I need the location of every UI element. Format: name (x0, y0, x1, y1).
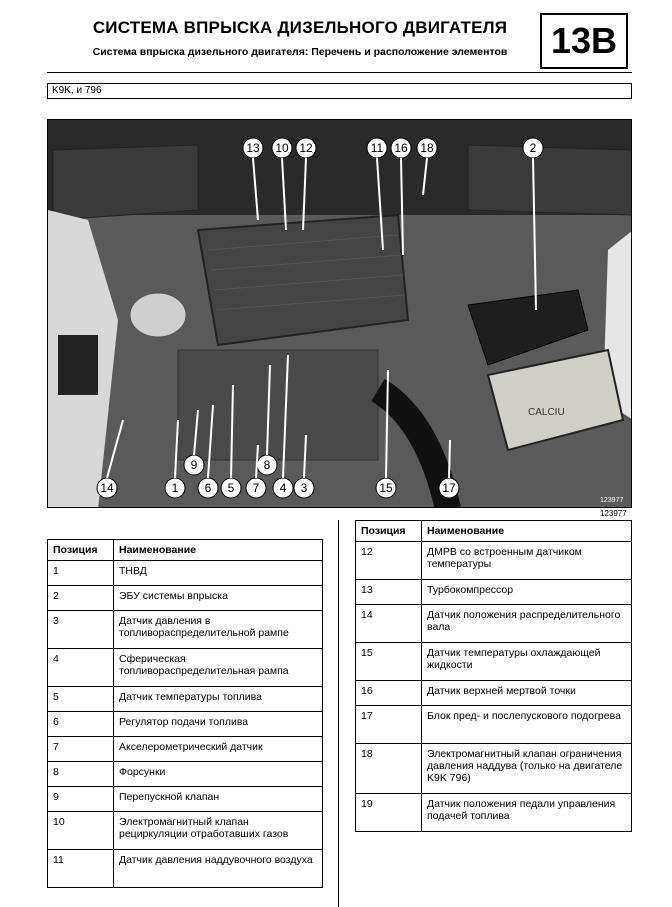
header-divider (47, 72, 632, 73)
table-row (48, 687, 323, 712)
table-row (356, 542, 632, 580)
cell-position: 9 (48, 787, 114, 812)
cell-name: Датчик давления наддувочного воздуха (114, 850, 323, 888)
column-divider (338, 520, 339, 907)
table-header (356, 521, 632, 542)
svg-text:15: 15 (379, 481, 393, 495)
cell-name: Датчик давления в топливораспределительной рампе (114, 611, 323, 649)
svg-text:13: 13 (246, 141, 260, 155)
table-row (48, 787, 323, 812)
svg-text:18: 18 (420, 141, 434, 155)
cell-position: 4 (48, 649, 114, 687)
page-subtitle: Система впрыска дизельного двигателя: Перечень и расположение элементов (92, 46, 508, 58)
svg-text:2: 2 (529, 141, 537, 155)
cell-position: 14 (356, 605, 422, 643)
svg-text:7: 7 (252, 481, 260, 495)
table-row (48, 649, 323, 687)
cell-name: Форсунки (114, 762, 323, 787)
table-row (356, 605, 632, 643)
engine-bay-illustration (48, 120, 632, 508)
cell-position: 1 (48, 561, 114, 586)
cell-position: 6 (48, 712, 114, 737)
svg-text:6: 6 (204, 481, 212, 495)
svg-text:8: 8 (263, 458, 271, 472)
cell-name: Сферическая топливораспределительная рампа (114, 649, 323, 687)
cell-position: 13 (356, 580, 422, 605)
photo-id-inner: 123977 (600, 497, 624, 504)
svg-text:14: 14 (100, 481, 114, 495)
header-name: Наименование (422, 521, 632, 542)
table-header (48, 540, 323, 561)
engine-photo (47, 119, 632, 508)
svg-text:1: 1 (171, 481, 179, 495)
svg-text:16: 16 (394, 141, 408, 155)
parts-table-left (47, 539, 323, 888)
cell-name: ДМРВ со встроенным датчиком температуры (422, 542, 632, 580)
parts-table-right (355, 520, 632, 832)
cell-name: Блок пред- и послепускового подогрева (422, 706, 632, 744)
cell-name: Датчик температуры охлаждающей жидкости (422, 643, 632, 681)
cell-position: 18 (356, 744, 422, 794)
photo-id: 123977 (600, 509, 627, 518)
svg-text:17: 17 (442, 481, 456, 495)
cell-name: Датчик положения распределительного вала (422, 605, 632, 643)
table-row (48, 850, 323, 888)
table-row (48, 586, 323, 611)
table-row (48, 812, 323, 850)
page-title: СИСТЕМА ВПРЫСКА ДИЗЕЛЬНОГО ДВИГАТЕЛЯ (92, 18, 508, 37)
cell-position: 7 (48, 737, 114, 762)
table-row (356, 580, 632, 605)
cell-name: Датчик положения педали управления подачей топлива (422, 794, 632, 832)
cell-name: ЭБУ системы впрыска (114, 586, 323, 611)
table-row (356, 744, 632, 794)
cell-name: Акселерометрический датчик (114, 737, 323, 762)
svg-text:11: 11 (370, 141, 384, 155)
cell-position: 2 (48, 586, 114, 611)
cell-position: 3 (48, 611, 114, 649)
battery-label: CALCIU (528, 407, 565, 418)
svg-text:9: 9 (190, 458, 198, 472)
cell-position: 15 (356, 643, 422, 681)
table-row (48, 561, 323, 586)
model-bar: K9K, и 796 (47, 83, 632, 99)
svg-text:3: 3 (300, 481, 308, 495)
table-row (48, 737, 323, 762)
table-row (356, 643, 632, 681)
table-row (48, 762, 323, 787)
svg-text:5: 5 (227, 481, 235, 495)
cell-name: Датчик верхней мертвой точки (422, 681, 632, 706)
header-name: Наименование (114, 540, 323, 561)
cell-name: Регулятор подачи топлива (114, 712, 323, 737)
svg-text:12: 12 (299, 141, 313, 155)
cell-name: ТНВД (114, 561, 323, 586)
cell-position: 16 (356, 681, 422, 706)
cell-name: Датчик температуры топлива (114, 687, 323, 712)
cell-position: 11 (48, 850, 114, 888)
table-row (356, 794, 632, 832)
table-row (356, 681, 632, 706)
table-row (356, 706, 632, 744)
section-number: 13B (540, 13, 628, 69)
cell-position: 10 (48, 812, 114, 850)
svg-text:4: 4 (279, 481, 287, 495)
cell-position: 17 (356, 706, 422, 744)
cell-name: Электромагнитный клапан рециркуляции отработавших газов (114, 812, 323, 850)
svg-text:10: 10 (275, 141, 289, 155)
cell-name: Перепускной клапан (114, 787, 323, 812)
cell-position: 8 (48, 762, 114, 787)
table-row (48, 611, 323, 649)
header-position: Позиция (48, 540, 114, 561)
cell-position: 19 (356, 794, 422, 832)
cell-position: 5 (48, 687, 114, 712)
cell-position: 12 (356, 542, 422, 580)
table-row (48, 712, 323, 737)
header-position: Позиция (356, 521, 422, 542)
cell-name: Турбокомпрессор (422, 580, 632, 605)
cell-name: Электромагнитный клапан ограничения давления наддува (только на двигателе K9K 796) (422, 744, 632, 794)
